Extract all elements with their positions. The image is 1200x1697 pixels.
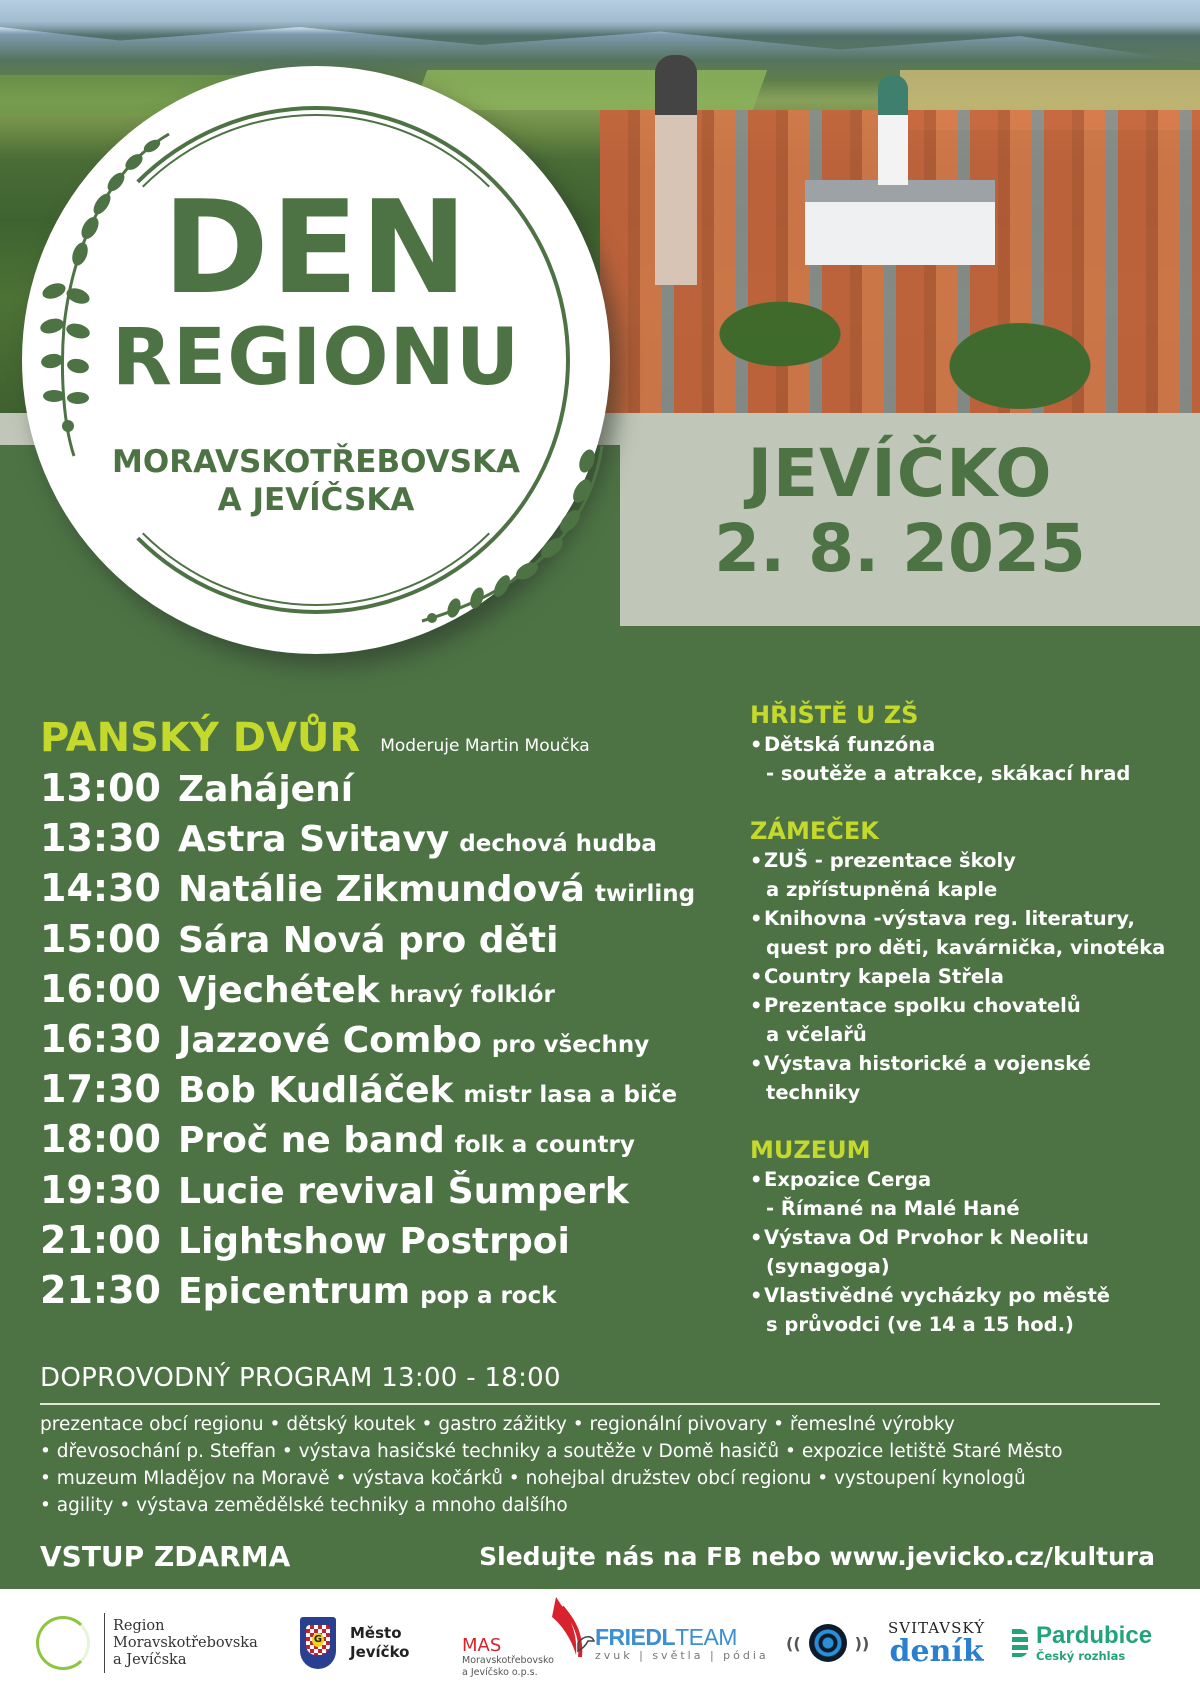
follow-link-text[interactable]: Sledujte nás na FB nebo www.jevicko.cz/kultura (479, 1542, 1155, 1571)
eagle-wing-icon (548, 1595, 596, 1665)
logo-friedlteam (595, 1589, 769, 1697)
bullet-icon: • (750, 733, 763, 756)
venue-item (750, 1049, 1190, 1078)
time: 14:30 (40, 866, 161, 911)
item-text: ZUŠ - prezentace školy (764, 849, 1016, 872)
accompanying-program-title: DOPROVODNÝ PROGRAM 13:00 - 18:00 (40, 1363, 561, 1393)
time: 19:30 (40, 1167, 161, 1212)
venue-muzeum (750, 1135, 1190, 1339)
performer: Vjechétek (178, 969, 380, 1011)
time: 16:30 (40, 1016, 161, 1061)
item-text: Dětská funzóna (764, 733, 936, 756)
item-text: Expozice Cerga (764, 1168, 932, 1191)
accompanying-line: • dřevosochání p. Steffan • výstava hasičské techniky a soutěže v Domě hasičů • expozice letiště Staré Město (40, 1441, 1063, 1462)
logo-line: Region (113, 1617, 165, 1634)
coat-of-arms-icon (300, 1617, 336, 1669)
logo-cesky-rozhlas (1012, 1589, 1152, 1697)
venue-title: HŘIŠTĚ U ZŠ (750, 701, 919, 729)
event-emblem (22, 66, 610, 654)
venue-item (750, 1281, 1190, 1310)
speaker-icon (809, 1624, 847, 1662)
denik-top: SVITAVSKÝ (888, 1619, 986, 1637)
schedule-row (40, 1218, 700, 1268)
divider (40, 1403, 1160, 1405)
logo-line: a Jevíčsko o.p.s. (462, 1667, 538, 1678)
bullet-icon: • (750, 1284, 763, 1307)
bullet-icon: • (750, 1052, 763, 1075)
performer: Sára Nová pro děti (178, 919, 559, 961)
schedule-row (40, 967, 700, 1017)
venue-item (750, 962, 1190, 991)
venue-item: s průvodci (ve 14 a 15 hod.) (766, 1313, 1074, 1336)
mas-logo-text (462, 1637, 554, 1679)
schedule-row (40, 866, 700, 916)
rozhlas-text (1036, 1623, 1152, 1663)
schedule-row (40, 917, 700, 967)
region-logo-text (113, 1618, 258, 1669)
item-text: Knihovna -výstava reg. literatury, (764, 907, 1135, 930)
schedule-row (40, 1017, 700, 1067)
performer-desc: folk a country (454, 1132, 635, 1159)
mas-title: MAS (462, 1635, 502, 1656)
region-name-line2: A JEVÍČSKA (217, 482, 415, 518)
city-date (700, 435, 1100, 588)
title-den: DEN (162, 174, 470, 323)
main-stage-header (40, 714, 590, 762)
bullet-icon: • (750, 849, 763, 872)
venue-item: - soutěže a atrakce, skákací hrad (766, 762, 1131, 785)
bullet-icon: • (750, 994, 763, 1017)
venue-item: - Římané na Malé Hané (766, 1197, 1020, 1220)
venue-zamecek (750, 816, 1190, 1107)
logo-line: Město (350, 1624, 402, 1642)
performer-desc: dechová hudba (459, 831, 657, 858)
main-stage-title: PANSKÝ DVŮR (40, 715, 361, 761)
performer-desc: pop a rock (420, 1282, 557, 1309)
region-ring-icon (36, 1616, 90, 1670)
performer: Proč ne band (178, 1120, 445, 1162)
performer-desc: pro všechny (491, 1031, 650, 1058)
schedule-row (40, 766, 700, 816)
performer-desc: hravý folklór (389, 981, 555, 1008)
venue-title: MUZEUM (750, 1136, 871, 1164)
logo-mesto-jevicko (300, 1589, 409, 1697)
venue-item: quest pro děti, kavárnička, vinotéka (766, 936, 1166, 959)
accompanying-line: • agility • výstava zemědělské techniky a mnoho dalšího (40, 1495, 568, 1516)
time: 21:00 (40, 1217, 161, 1262)
church-tower (878, 75, 908, 185)
logo-line: Moravskotřebovsko (462, 1655, 554, 1666)
performer: Lucie revival Šumperk (178, 1170, 629, 1212)
bullet-icon: • (750, 907, 763, 930)
time: 13:30 (40, 816, 161, 861)
rozhlas-main: Pardubice (1036, 1622, 1153, 1649)
venue-item (750, 1223, 1190, 1252)
wordmark-light: TEAM (675, 1623, 737, 1650)
performer: Zahájení (178, 769, 354, 810)
sponsor-logos (0, 1589, 1200, 1697)
accompanying-line: • muzeum Mladějov na Moravě • výstava kočárků • nohejbal družstev obcí regionu • vystoupení kynologů (40, 1468, 1026, 1489)
bullet-icon: • (750, 965, 763, 988)
venue-title: ZÁMEČEK (750, 817, 879, 845)
performer: Natálie Zikmundová (178, 869, 585, 911)
logo-line: Moravskotřebovska (113, 1634, 258, 1651)
venue-item (750, 846, 1190, 875)
time: 17:30 (40, 1067, 161, 1112)
schedule-list (40, 766, 700, 1318)
logo-line: a Jevíčska (113, 1651, 187, 1668)
church (805, 180, 995, 265)
performer-desc: mistr lasa a biče (463, 1082, 678, 1109)
friedlteam-tagline: zvuk | světla | pódia (595, 1648, 769, 1662)
schedule-row (40, 1067, 700, 1117)
logo-line: Jevíčko (350, 1643, 410, 1661)
performer: Jazzové Combo (178, 1019, 482, 1061)
wordmark-bold: FRIEDL (595, 1623, 676, 1650)
schedule-row (40, 1168, 700, 1218)
item-text: Prezentace spolku chovatelů (764, 994, 1081, 1017)
venue-item (750, 1165, 1190, 1194)
time: 13:00 (40, 766, 161, 810)
performer-desc: twirling (594, 881, 696, 908)
schedule-row (40, 816, 700, 866)
schedule-row (40, 1268, 700, 1318)
friedlteam-wordmark (595, 1625, 737, 1649)
accompanying-program-list (40, 1411, 1170, 1519)
time: 21:30 (40, 1267, 161, 1312)
venue-item: a včelařů (766, 1023, 867, 1046)
logo-svitavsky-denik (888, 1589, 985, 1697)
title-regionu: REGIONU (111, 313, 521, 403)
schedule-row (40, 1117, 700, 1167)
venue-item (750, 730, 1190, 759)
event-date: 2. 8. 2025 (714, 510, 1086, 587)
performer: Epicentrum (178, 1270, 411, 1312)
free-entry: VSTUP ZDARMA (40, 1540, 291, 1573)
rozhlas-mark-icon (1012, 1629, 1028, 1657)
bullet-icon: • (750, 1168, 763, 1191)
item-text: Výstava Od Prvohor k Neolitu (764, 1226, 1089, 1249)
venue-item: (synagoga) (766, 1255, 890, 1278)
venue-item (750, 904, 1190, 933)
performer: Lightshow Postrpoi (178, 1220, 570, 1262)
time: 15:00 (40, 916, 161, 961)
time: 16:00 (40, 966, 161, 1011)
time: 18:00 (40, 1117, 161, 1162)
venue-item: a zpřístupněná kaple (766, 878, 998, 901)
field (413, 70, 768, 110)
side-venues (750, 700, 1190, 1367)
performer: Bob Kudláček (178, 1070, 454, 1112)
item-text: Výstava historické a vojenské (764, 1052, 1091, 1075)
bullet-icon: • (750, 1226, 763, 1249)
logo-speaker (786, 1589, 869, 1697)
item-text: Vlastivědné vycházky po městě (764, 1284, 1111, 1307)
venue-item: techniky (766, 1081, 861, 1104)
clock-tower (655, 55, 697, 285)
venue-hriste (750, 700, 1190, 788)
city-logo-text (350, 1624, 409, 1662)
logo-mas (462, 1589, 596, 1697)
region-name-line1: MORAVSKOTŘEBOVSKA (112, 444, 520, 480)
city-name: JEVÍČKO (747, 435, 1053, 512)
performer: Astra Svitavy (178, 819, 450, 861)
logo-region (36, 1589, 258, 1697)
denik-main: deník (889, 1634, 984, 1669)
rozhlas-sub: Český rozhlas (1036, 1649, 1126, 1663)
sound-waves-icon: )) (854, 1633, 870, 1653)
sound-waves-icon: (( (786, 1633, 801, 1653)
item-text: Country kapela Střela (764, 965, 1004, 988)
divider (104, 1613, 105, 1673)
venue-item (750, 991, 1190, 1020)
moderator: Moderuje Martin Moučka (380, 736, 590, 756)
accompanying-line: prezentace obcí regionu • dětský koutek • gastro zážitky • regionální pivovary • řemeslné výrobky (40, 1414, 955, 1435)
